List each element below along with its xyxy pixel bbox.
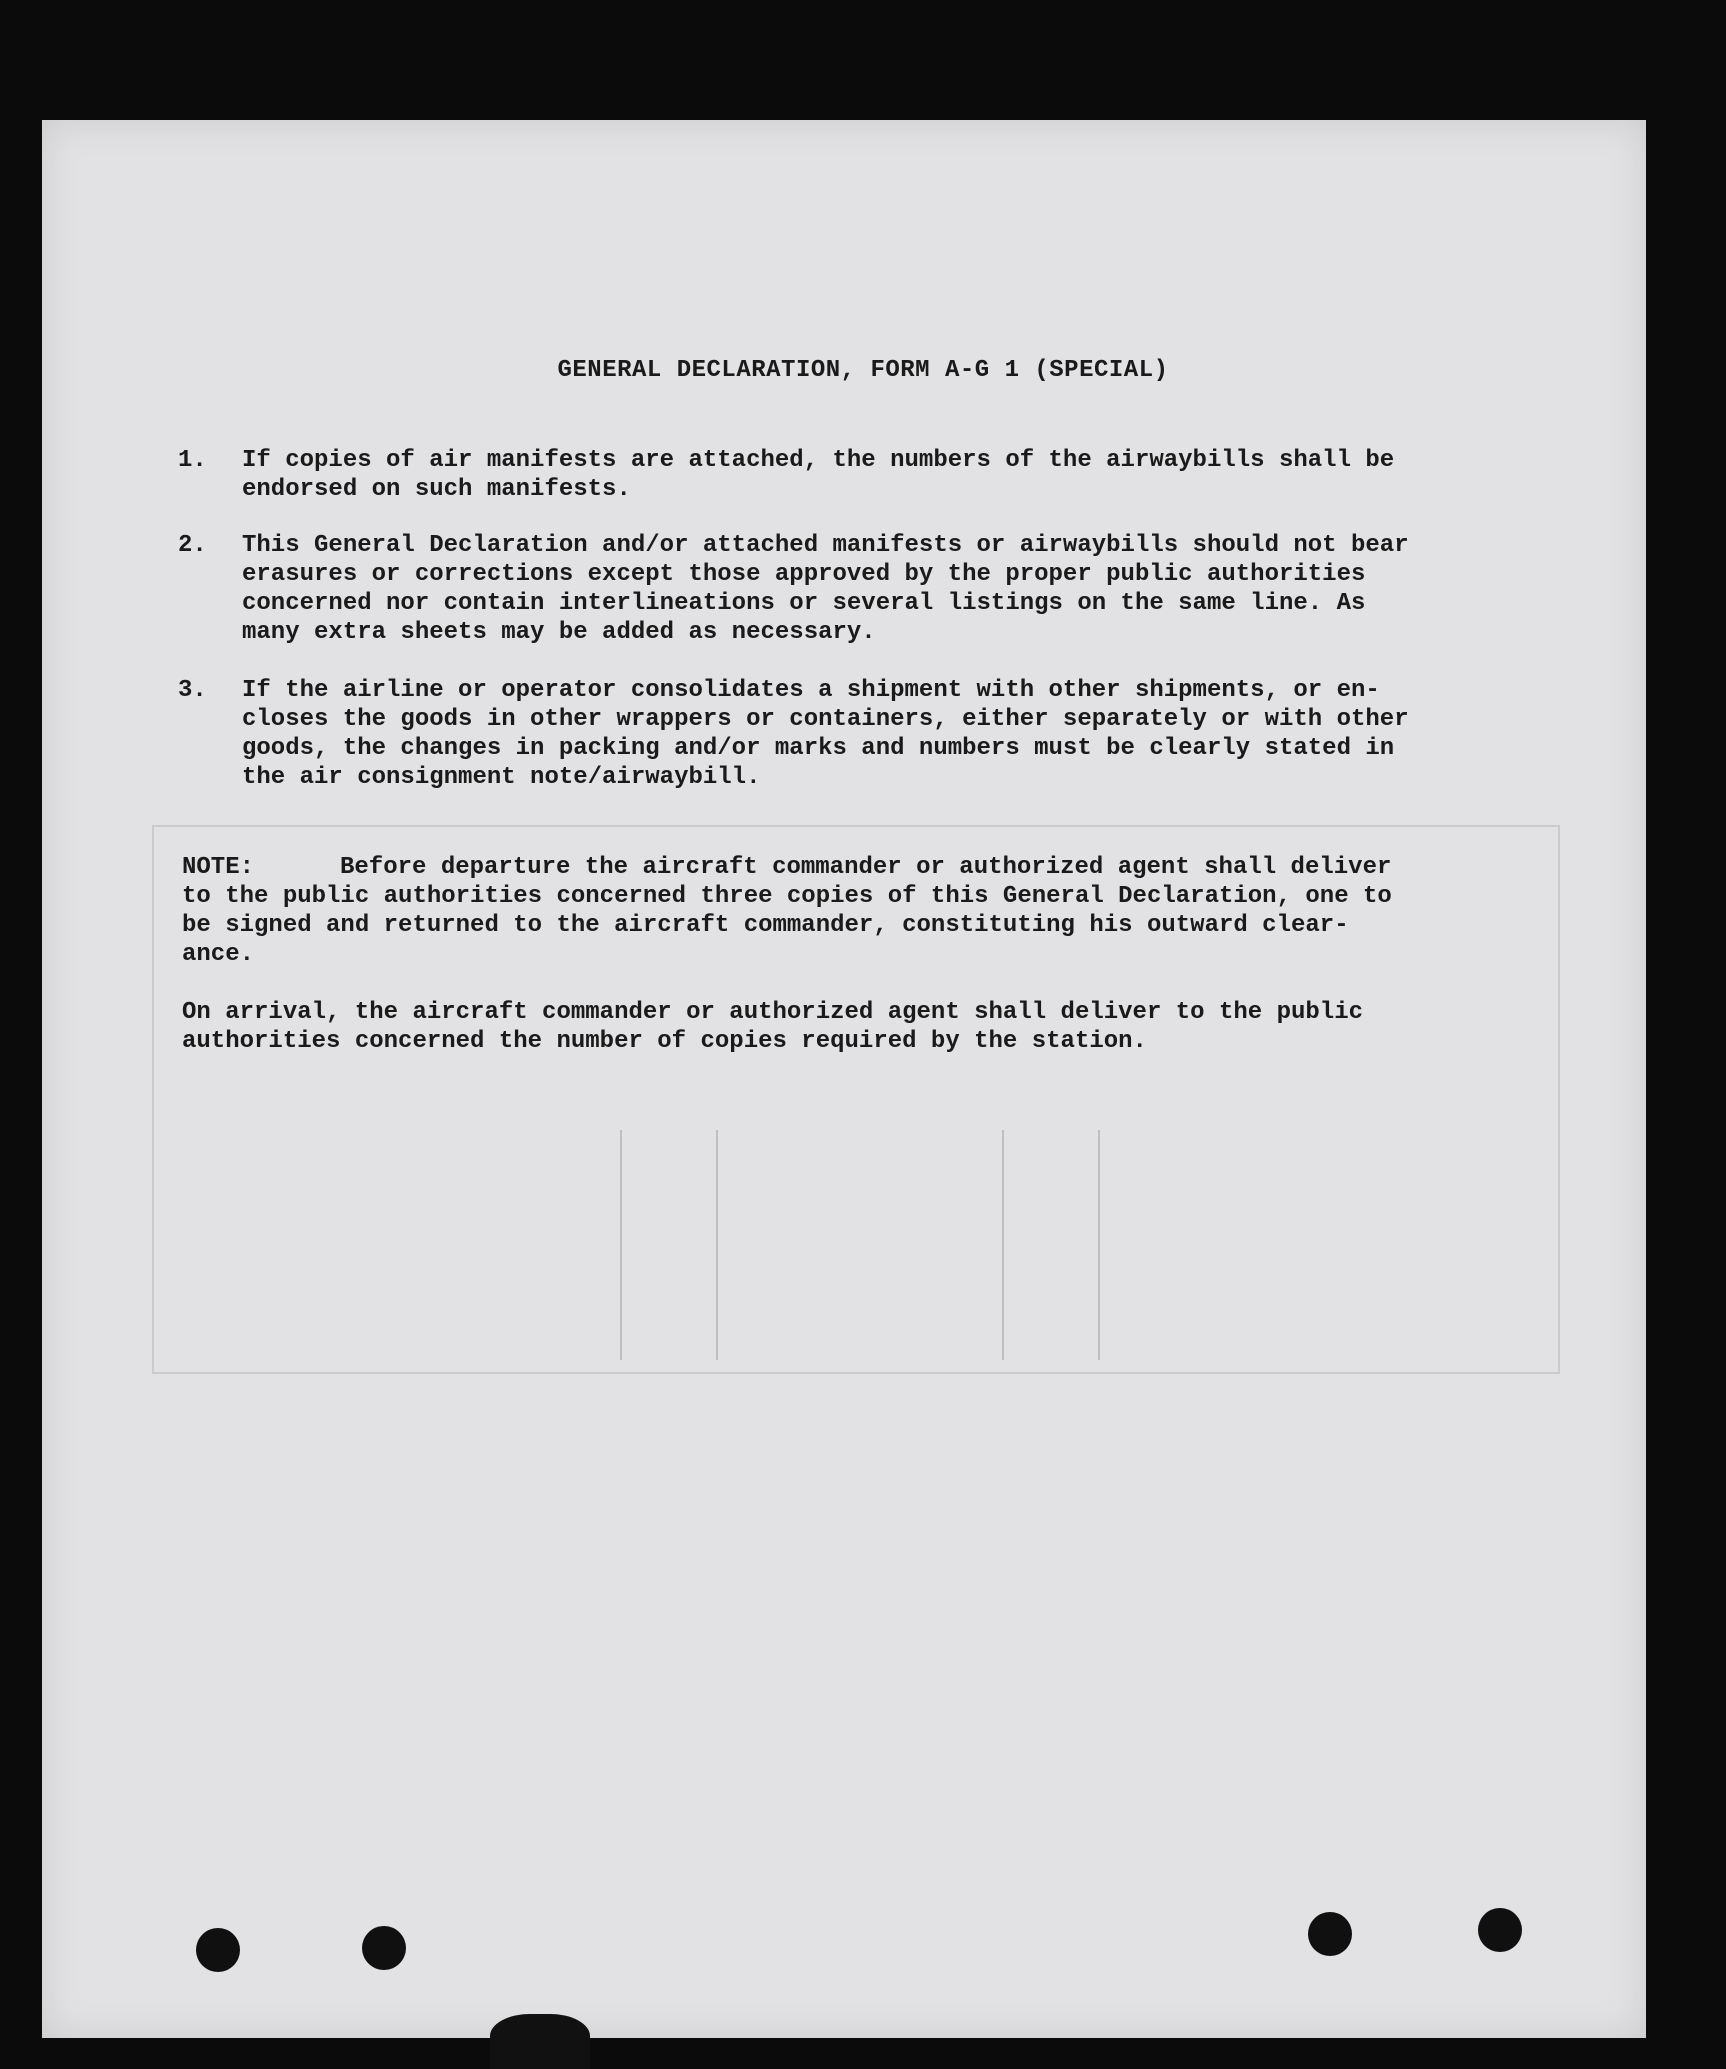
note-text: Before departure the aircraft commander or authorized agent shall deliver to the public authorities concerned three copies of this General Declaration, one to be signed and returned to the aircraft commander, constituting his outward clear- ance. [182, 854, 1392, 968]
item-number: 2. [178, 532, 207, 559]
item-number: 3. [178, 677, 207, 704]
list-item [178, 446, 1518, 504]
arrival-paragraph: On arrival, the aircraft commander or authorized agent shall deliver to the public authorities concerned the number of copies required by the station. [182, 999, 1363, 1055]
list-item [178, 531, 1518, 647]
item-text: This General Declaration and/or attached manifests or airwaybills should not bear erasures or corrections except those approved by the proper public authorities concerned nor contain interlineations or several listings on the same line. As many extra sheets may be added as necessary. [242, 532, 1409, 646]
item-number: 1. [178, 447, 207, 474]
note-paragraph [182, 853, 1522, 969]
item-text: If the airline or operator consolidates a shipment with other shipments, or en- closes the goods in other wrappers or containers, either separately or with other goods, the changes in packing and/or marks and numbers must be clearly stated in the air consignment note/airwaybill. [242, 677, 1409, 791]
item-text: If copies of air manifests are attached, the numbers of the airwaybills shall be endorsed on such manifests. [242, 447, 1395, 503]
page-title: GENERAL DECLARATION, FORM A-G 1 (SPECIAL) [557, 357, 1169, 384]
list-item [178, 676, 1518, 792]
note-label: NOTE: [182, 854, 255, 881]
